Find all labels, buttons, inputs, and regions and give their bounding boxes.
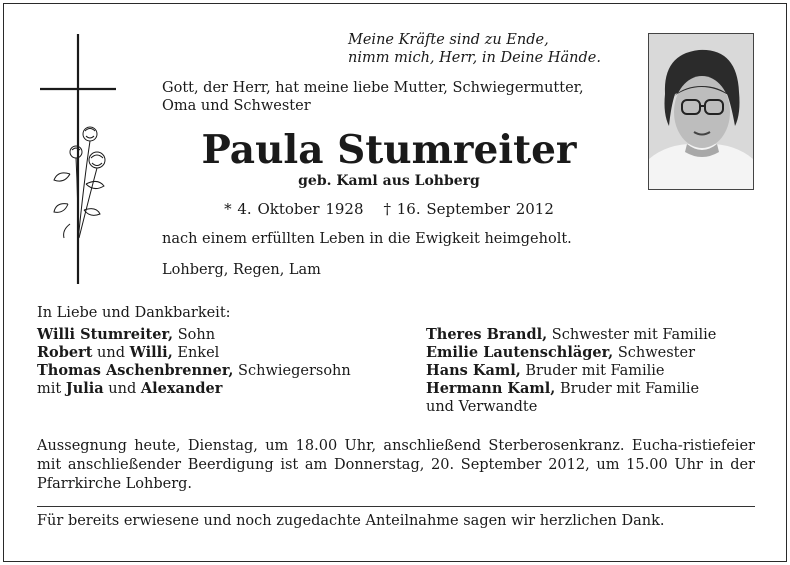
birth-date: * 4. Oktober 1928 — [224, 200, 364, 218]
motto-line: nimm mich, Herr, in Deine Hände. — [348, 50, 601, 66]
mourner-relation: und Verwandte — [426, 399, 538, 415]
intro-line: Gott, der Herr, hat meine liebe Mutter, Schwiegermutter, — [162, 80, 584, 96]
mourner-row — [37, 326, 351, 344]
mourner-row — [426, 362, 756, 380]
intro-line: Oma und Schwester — [162, 98, 311, 114]
mourner-name: Thomas Aschenbrenner, — [37, 362, 234, 379]
mourner-relation: und — [92, 345, 130, 361]
intro-text — [162, 79, 632, 115]
mourner-name: Willi, — [129, 344, 173, 361]
death-date: † 16. September 2012 — [383, 200, 554, 218]
maiden-name: geb. Kaml aus Lohberg — [298, 173, 480, 189]
motto — [348, 31, 601, 67]
mourner-relation: Schwester mit Familie — [547, 327, 717, 343]
mourner-relation: Schwester — [613, 345, 696, 361]
mourner-name: Hermann Kaml, — [426, 380, 556, 397]
mourner-relation: Enkel — [172, 345, 220, 361]
mourner-name: Julia — [65, 380, 104, 397]
mourner-name: Alexander — [140, 380, 223, 397]
mourner-row — [426, 398, 756, 416]
mourners-right-column — [426, 326, 756, 416]
mourner-row — [426, 344, 756, 362]
mourner-row — [37, 380, 351, 398]
life-dates — [162, 200, 616, 218]
divider — [37, 506, 755, 507]
mourner-row — [37, 362, 351, 380]
thanks-line: Für bereits erwiesene und noch zugedachte Anteilnahme sagen wir herzlichen Dank. — [37, 513, 665, 529]
mourner-row — [426, 326, 756, 344]
mourner-relation: und — [103, 381, 141, 397]
mourner-relation: Sohn — [173, 327, 216, 343]
mourners-left-column — [37, 326, 351, 398]
motto-line: Meine Kräfte sind zu Ende, — [348, 32, 549, 48]
mourner-relation: Bruder mit Familie — [520, 363, 665, 379]
mourner-relation: Schwiegersohn — [233, 363, 351, 379]
mourner-name: Theres Brandl, — [426, 326, 548, 343]
mourner-relation: Bruder mit Familie — [555, 381, 700, 397]
mourner-name: Emilie Lautenschläger, — [426, 344, 614, 361]
service-info: Aussegnung heute, Dienstag, um 18.00 Uhr, anschließend Sterberosenkranz. Eucha-ristiefeier mit anschließender Beerdigung ist am Donnerstag, 20. September 2012, um 15.00 Uhr in der Pfarrkirche Lohberg. — [37, 438, 755, 492]
mourner-relation: mit — [37, 381, 66, 397]
deceased-name: Paula Stumreiter — [201, 127, 577, 173]
portrait-photo — [648, 33, 754, 190]
mourner-name: Hans Kaml, — [426, 362, 521, 379]
places: Lohberg, Regen, Lam — [162, 262, 321, 278]
eternity-line: nach einem erfüllten Leben in die Ewigkeit heimgeholt. — [162, 231, 572, 247]
mourner-row — [426, 380, 756, 398]
mourner-row — [37, 344, 351, 362]
mourner-name: Robert — [37, 344, 93, 361]
cross-with-roses-icon — [40, 34, 120, 284]
thanks-intro: In Liebe und Dankbarkeit: — [37, 305, 231, 321]
mourner-name: Willi Stumreiter, — [37, 326, 174, 343]
